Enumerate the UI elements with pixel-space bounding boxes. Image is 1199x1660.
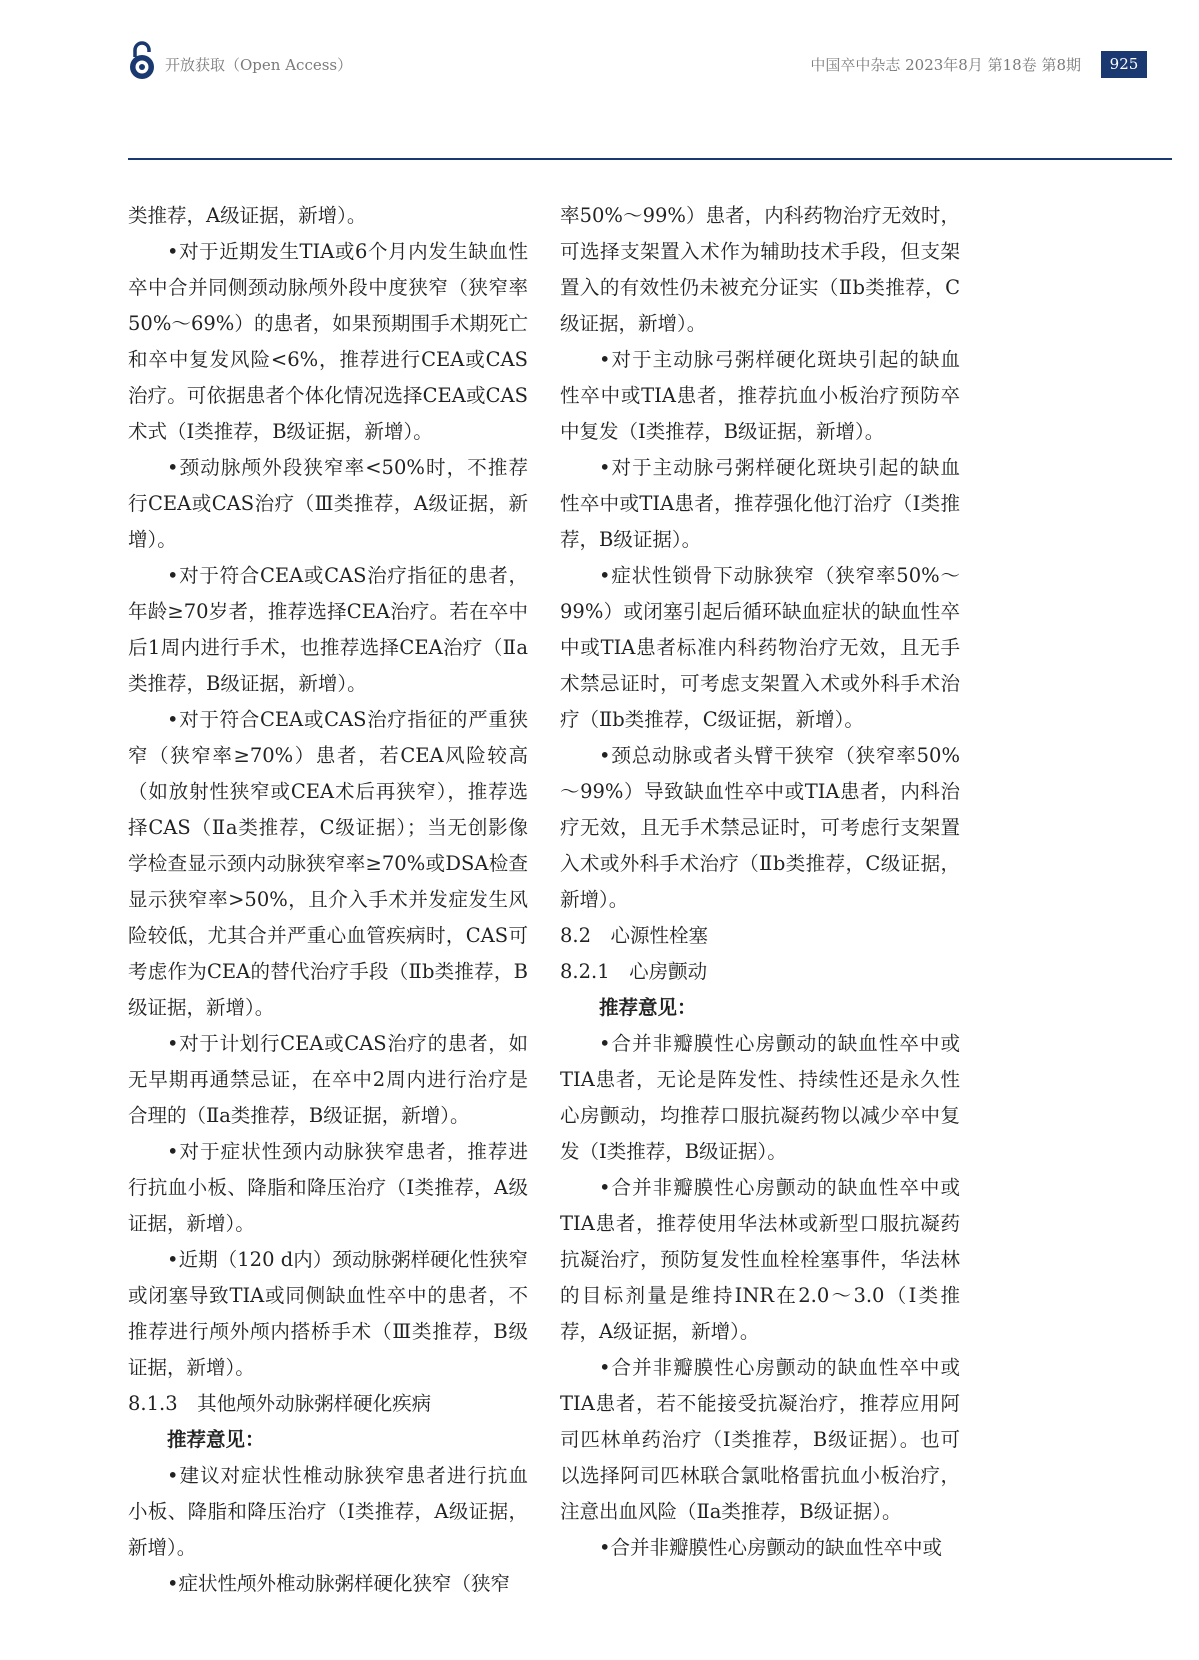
paragraph: •合并非瓣膜性心房颤动的缺血性卒中或 xyxy=(599,1536,943,1559)
page-header xyxy=(0,0,1199,160)
paragraph: •对于符合CEA或CAS治疗指征的患者，年龄≥70岁者，推荐选择CEA治疗。若在卒中后1周内进行手术，也推荐选择CEA治疗（Ⅱa类推荐，B级证据，新增）。 xyxy=(128,564,528,695)
paragraph: •颈动脉颅外段狭窄率<50%时，不推荐行CEA或CAS治疗（Ⅲ类推荐，A级证据，新增）。 xyxy=(128,456,528,551)
paragraph: 率50%～99%）患者，内科药物治疗无效时，可选择支架置入术作为辅助技术手段，但支架置入的有效性仍未被充分证实（Ⅱb类推荐，C级证据，新增）。 xyxy=(560,204,960,335)
paragraph: •建议对症状性椎动脉狭窄患者进行抗血小板、降脂和降压治疗（Ⅰ类推荐，A级证据，新增）。 xyxy=(128,1464,528,1559)
recommendation-heading: 推荐意见： xyxy=(599,996,697,1019)
paragraph: •合并非瓣膜性心房颤动的缺血性卒中或TIA患者，推荐使用华法林或新型口服抗凝药抗凝治疗，预防复发性血栓栓塞事件，华法林的目标剂量是维持INR在2.0～3.0（Ⅰ类推荐，A级证据，新增）。 xyxy=(560,1176,960,1343)
section-heading: 8.2 心源性栓塞 xyxy=(560,924,709,947)
paragraph: •对于主动脉弓粥样硬化斑块引起的缺血性卒中或TIA患者，推荐强化他汀治疗（Ⅰ类推荐，B级证据）。 xyxy=(560,456,960,551)
right-column xyxy=(560,198,960,1566)
paragraph: •颈总动脉或者头臂干狭窄（狭窄率50%～99%）导致缺血性卒中或TIA患者，内科治疗无效，且无手术禁忌证时，可考虑行支架置入术或外科手术治疗（Ⅱb类推荐，C级证据，新增）。 xyxy=(560,744,960,911)
paragraph: 类推荐，A级证据，新增）。 xyxy=(128,204,367,227)
left-column xyxy=(128,198,528,1602)
paragraph: •对于主动脉弓粥样硬化斑块引起的缺血性卒中或TIA患者，推荐抗血小板治疗预防卒中复发（Ⅰ类推荐，B级证据，新增）。 xyxy=(560,348,960,443)
paragraph: •症状性颅外椎动脉粥样硬化狭窄（狭窄 xyxy=(167,1572,511,1595)
open-access-label: 开放获取（Open Access） xyxy=(165,56,353,74)
paragraph: •对于近期发生TIA或6个月内发生缺血性卒中合并同侧颈动脉颅外段中度狭窄（狭窄率50%～69%）的患者，如果预期围手术期死亡和卒中复发风险<6%，推荐进行CEA或CAS治疗。可依据患者个体化情况选择CEA或CAS术式（Ⅰ类推荐，B级证据，新增）。 xyxy=(128,240,528,443)
paragraph: •合并非瓣膜性心房颤动的缺血性卒中或TIA患者，无论是阵发性、持续性还是永久性心房颤动，均推荐口服抗凝药物以减少卒中复发（Ⅰ类推荐，B级证据）。 xyxy=(560,1032,960,1163)
paragraph: •对于符合CEA或CAS治疗指征的严重狭窄（狭窄率≥70%）患者，若CEA风险较高（如放射性狭窄或CEA术后再狭窄），推荐选择CAS（Ⅱa类推荐，C级证据）；当无创影像学检查显示颈内动脉狭窄率≥70%或DSA检查显示狭窄率>50%，且介入手术并发症发生风险较低，尤其合并严重心血管疾病时，CAS可考虑作为CEA的替代治疗手段（Ⅱb类推荐，B级证据，新增）。 xyxy=(128,708,528,1019)
page-number-badge: 925 xyxy=(1101,51,1147,78)
paragraph: •合并非瓣膜性心房颤动的缺血性卒中或TIA患者，若不能接受抗凝治疗，推荐应用阿司匹林单药治疗（Ⅰ类推荐，B级证据）。也可以选择阿司匹林联合氯吡格雷抗血小板治疗，注意出血风险（Ⅱa类推荐，B级证据）。 xyxy=(560,1356,960,1523)
open-access-lock-icon xyxy=(128,40,156,80)
paragraph: •近期（120 d内）颈动脉粥样硬化性狭窄或闭塞导致TIA或同侧缺血性卒中的患者，不推荐进行颅外颅内搭桥手术（Ⅲ类推荐，B级证据，新增）。 xyxy=(128,1248,528,1379)
recommendation-heading: 推荐意见： xyxy=(167,1428,265,1451)
journal-info: 中国卒中杂志 2023年8月 第18卷 第8期 xyxy=(810,56,1081,74)
header-rule xyxy=(128,158,1172,160)
paragraph: •症状性锁骨下动脉狭窄（狭窄率50%～99%）或闭塞引起后循环缺血症状的缺血性卒中或TIA患者标准内科药物治疗无效，且无手术禁忌证时，可考虑支架置入术或外科手术治疗（Ⅱb类推荐，C级证据，新增）。 xyxy=(560,564,960,731)
paragraph: •对于症状性颈内动脉狭窄患者，推荐进行抗血小板、降脂和降压治疗（Ⅰ类推荐，A级证据，新增）。 xyxy=(128,1140,528,1235)
section-heading: 8.1.3 其他颅外动脉粥样硬化疾病 xyxy=(128,1392,432,1415)
paragraph: •对于计划行CEA或CAS治疗的患者，如无早期再通禁忌证，在卒中2周内进行治疗是合理的（Ⅱa类推荐，B级证据，新增）。 xyxy=(128,1032,528,1127)
section-heading: 8.2.1 心房颤动 xyxy=(560,960,708,983)
